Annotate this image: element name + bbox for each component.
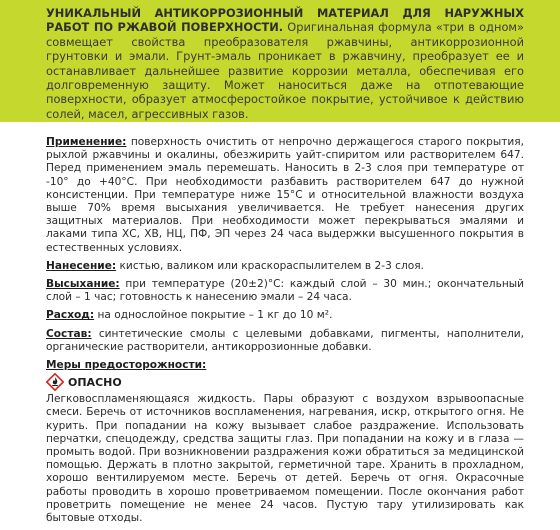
- consumption-label: Расход:: [46, 309, 95, 322]
- composition-paragraph: [46, 328, 524, 354]
- application-label: Применение:: [46, 136, 127, 148]
- precautions-heading: [46, 359, 524, 372]
- method-paragraph: [46, 260, 524, 273]
- description-banner: [0, 0, 560, 122]
- flame-hazard-icon: [46, 373, 64, 391]
- composition-text: синтетические смолы с целевыми добавками, пигменты, наполнители, органические растворители, антикоррозионные добавки.: [46, 327, 524, 353]
- composition-label: Состав:: [46, 327, 92, 340]
- precautions-text: Легковоспламеняющаяся жидкость. Пары образуют с воздухом взрывоопасные смеси. Беречь от источников воспламенения, нагревания, искр, открытого огня. Не курить. При попадании на кожу вызывает слабое раздражение. Использовать перчатки, спецодежду, средства защиты глаз. При попадании на кожу и в глаза — промыть водой. При возникновении раздражения кожи обратиться за медицинской помощью. Держать в плотно закрытой, герметичной таре. Хранить в прохладном, хорошо вентилируемом месте. Беречь от детей. Беречь от огня. Окрасочные работы проводить в хорошо проветриваемом помещении. После окончания работ проветрить помещение не менее 24 часов. Пустую тару утилизировать как бытовые отходы.: [46, 393, 524, 525]
- banner-description: Оригинальная формула «три в одном» совмещает свойства преобразователя ржавчины, антикоррозионной грунтовки и эмали. Грунт-эмаль проникает в ржавчину, преобразует ее и останавливает дальнейшее развитие коррозии металла, обеспечивая его долговременную защиту. Может наноситься даже на отпотевающие поверхности, образует атмосферостойкое покрытие, устойчивое к действию солей, масел, агрессивных газов.: [46, 20, 524, 121]
- banner-heading: УНИКАЛЬНЫЙ АНТИКОРРОЗИОННЫЙ МАТЕРИАЛ ДЛЯ НАРУЖНЫХ РАБОТ ПО РЖАВОЙ ПОВЕРХНОСТИ.: [46, 6, 524, 35]
- danger-signal-word: ОПАСНО: [68, 375, 122, 389]
- method-text: кистью, валиком или краскораспылителем в 2-3 слоя.: [119, 259, 424, 272]
- drying-text: при температуре (20±2)°С: каждый слой – 30 мин.; окончательный слой – 1 час; готовность к нанесению эмали – 24 часа.: [46, 278, 524, 304]
- drying-label: Высыхание:: [46, 278, 120, 291]
- application-paragraph: [46, 136, 524, 255]
- consumption-text: на однослойное покрытие – 1 кг до 10 м².: [97, 309, 333, 322]
- method-label: Нанесение:: [46, 259, 117, 272]
- consumption-paragraph: [46, 309, 524, 322]
- drying-paragraph: [46, 278, 524, 304]
- instructions-section: [46, 136, 524, 530]
- hazard-row: [46, 373, 524, 391]
- precautions-label: Меры предосторожности:: [46, 359, 207, 372]
- banner-text: [46, 6, 524, 121]
- application-text: поверхность очистить от непрочно держащегося старого покрытия, рыхлой ржавчины и окалины, обезжирить уайт-спиритом или растворителем 647. Перед применением эмаль перемешать. Наносить в 2-3 слоя при температуре от -10° до +40°С. При необходимости разбавить растворителем 647 до нужной консистенции. При температуре ниже 15°С и относительной влажности воздуха выше 70% время высыхания увеличивается. Не требует нанесения других защитных материалов. При необходимости может перекрываться эмалями и лаками типа ХС, ХВ, НЦ, ПФ, ЭП через 24 часа выдержки высушенного покрытия в естественных условиях.: [46, 136, 524, 254]
